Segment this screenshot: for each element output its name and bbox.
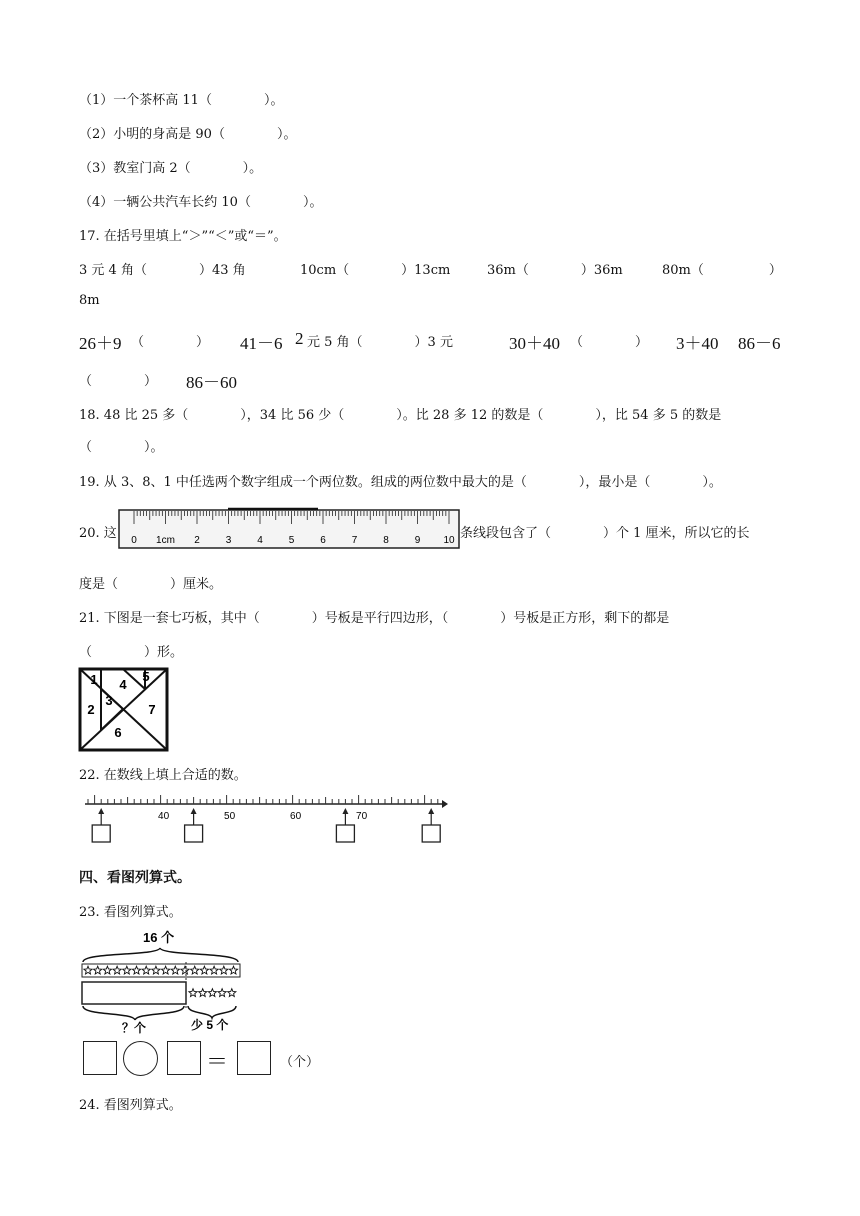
number-line-answer-boxes: [92, 808, 440, 842]
q17-expr-3-40: 3＋40: [676, 334, 719, 353]
q17-blank-3: （ ）: [79, 374, 158, 389]
number-line-label: 40: [158, 811, 170, 822]
q23-diagram: [78, 926, 246, 1036]
ruler-label: 1cm: [156, 535, 175, 546]
q22-title: 22. 在数线上填上合适的数。: [79, 768, 247, 783]
q16-item-2: （2）小明的身高是 90（ ）。: [79, 127, 297, 142]
q17-expr-86-60: 86－60: [186, 373, 237, 392]
ruler-label: 0: [131, 535, 137, 546]
tangram-piece-label: 1: [90, 672, 98, 687]
q23-left-brace: [83, 1006, 184, 1020]
q19-text: 19. 从 3、8、1 中任选两个数字组成一个两位数。组成的两位数中最大的是（ ），最小是（ ）。: [79, 475, 722, 490]
q23-top-brace: [83, 948, 238, 962]
q23-left-label: ？个: [122, 1021, 147, 1035]
number-line-figure: [80, 792, 450, 848]
ruler-label: 4: [257, 535, 263, 546]
q17-compare-4: 80m（ ）: [662, 263, 782, 278]
q17-blank-2: （ ）: [570, 335, 649, 350]
ruler-figure: [118, 506, 460, 550]
q23-stars-5: [189, 989, 236, 997]
q16-item-3: （3）教室门高 2（ ）。: [79, 161, 263, 176]
q23-right-brace: [188, 1006, 236, 1018]
q18-line-2: （ ）。: [79, 440, 164, 455]
q20-prefix: 20. 这: [79, 526, 117, 541]
number-line-arrowhead: [442, 800, 448, 808]
q17-compare-4-cont: 8m: [79, 293, 100, 308]
number-line-answer-box: [336, 825, 354, 842]
tangram-figure: [78, 667, 170, 753]
q17-compare-2: 10cm（ ）13cm: [300, 263, 451, 278]
number-line-answer-box: [422, 825, 440, 842]
ruler-label: 2: [194, 535, 200, 546]
star-icon: [208, 989, 216, 997]
q21-line-2: （ ）形。: [79, 645, 184, 660]
tangram-piece-label: 3: [105, 693, 113, 708]
q17-title: 17. 在括号里填上“＞”“＜”或“＝”。: [79, 229, 287, 244]
star-icon: [228, 989, 236, 997]
number-line-pointer-head: [342, 808, 348, 814]
q17-expr-26-9: 26＋9: [79, 334, 122, 353]
q24-title: 24. 看图列算式。: [79, 1098, 182, 1113]
number-line-labels: [158, 811, 368, 822]
q16-item-1: （1）一个茶杯高 11（ ）。: [79, 93, 284, 108]
number-line-label: 70: [356, 811, 368, 822]
number-line-pointer-head: [98, 808, 104, 814]
q17-compare-1: 3 元 4 角（ ）43 角: [79, 263, 246, 278]
equals-sign: ＝: [206, 1050, 229, 1075]
q20-suffix: 条线段包含了（ ）个 1 厘米，所以它的长: [460, 526, 750, 541]
number-line-ticks: [88, 795, 438, 804]
number-line-label: 60: [290, 811, 302, 822]
q17-expr-41-6: 41－6: [240, 334, 283, 353]
ruler-label: 10: [443, 535, 455, 546]
q17-money-compare: 元 5 角（ ）3 元: [307, 335, 453, 350]
q18-line-1: 18. 48 比 25 多（ ），34 比 56 少（ ）。比 28 多 12 的数是（ ），比 54 多 5 的数是: [79, 408, 722, 423]
q21-line-1: 21. 下图是一套七巧板，其中（ ）号板是平行四边形，（ ）号板是正方形，剩下的都是: [79, 611, 670, 626]
q23-title: 23. 看图列算式。: [79, 905, 182, 920]
star-icon: [189, 989, 197, 997]
ruler-label: 6: [320, 535, 326, 546]
star-icon: [199, 989, 207, 997]
unit-label: （个）: [280, 1055, 320, 1070]
tangram-piece-label: 4: [119, 677, 127, 692]
ruler-label: 5: [288, 535, 295, 546]
ruler-label: 7: [351, 535, 358, 546]
number-line-answer-box: [185, 825, 203, 842]
q17-expr-86-6: 86－6: [738, 334, 781, 353]
number-line-label: 50: [224, 811, 236, 822]
operator-circle[interactable]: [123, 1041, 158, 1076]
q17-num-2: 2: [295, 329, 304, 348]
ruler-label: 3: [225, 535, 232, 546]
q17-expr-30-40: 30＋40: [509, 334, 560, 353]
answer-box-1[interactable]: [83, 1041, 117, 1075]
q23-top-label: 16 个: [143, 930, 175, 945]
number-line-pointer-head: [191, 808, 197, 814]
tangram-piece-label: 7: [148, 702, 156, 717]
answer-box-2[interactable]: [167, 1041, 201, 1075]
q23-right-label: 少 5 个: [191, 1018, 229, 1032]
q23-unknown-bar: [82, 982, 186, 1004]
q16-item-4: （4）一辆公共汽车长约 10（ ）。: [79, 195, 323, 210]
q17-compare-3: 36m（ ）36m: [487, 263, 623, 278]
tangram-piece-label: 5: [142, 669, 150, 684]
q20-line-2: 度是（ ）厘米。: [79, 577, 223, 592]
answer-box-result[interactable]: [237, 1041, 271, 1075]
ruler-label: 8: [383, 535, 389, 546]
star-icon: [218, 989, 226, 997]
ruler-label: 9: [414, 535, 421, 546]
tangram-piece-label: 6: [114, 725, 122, 740]
q17-blank-1: （ ）: [131, 335, 210, 350]
number-line-pointer-head: [428, 808, 434, 814]
tangram-piece-label: 2: [87, 702, 95, 717]
number-line-answer-box: [92, 825, 110, 842]
section-4-heading: 四、看图列算式。: [79, 870, 191, 886]
